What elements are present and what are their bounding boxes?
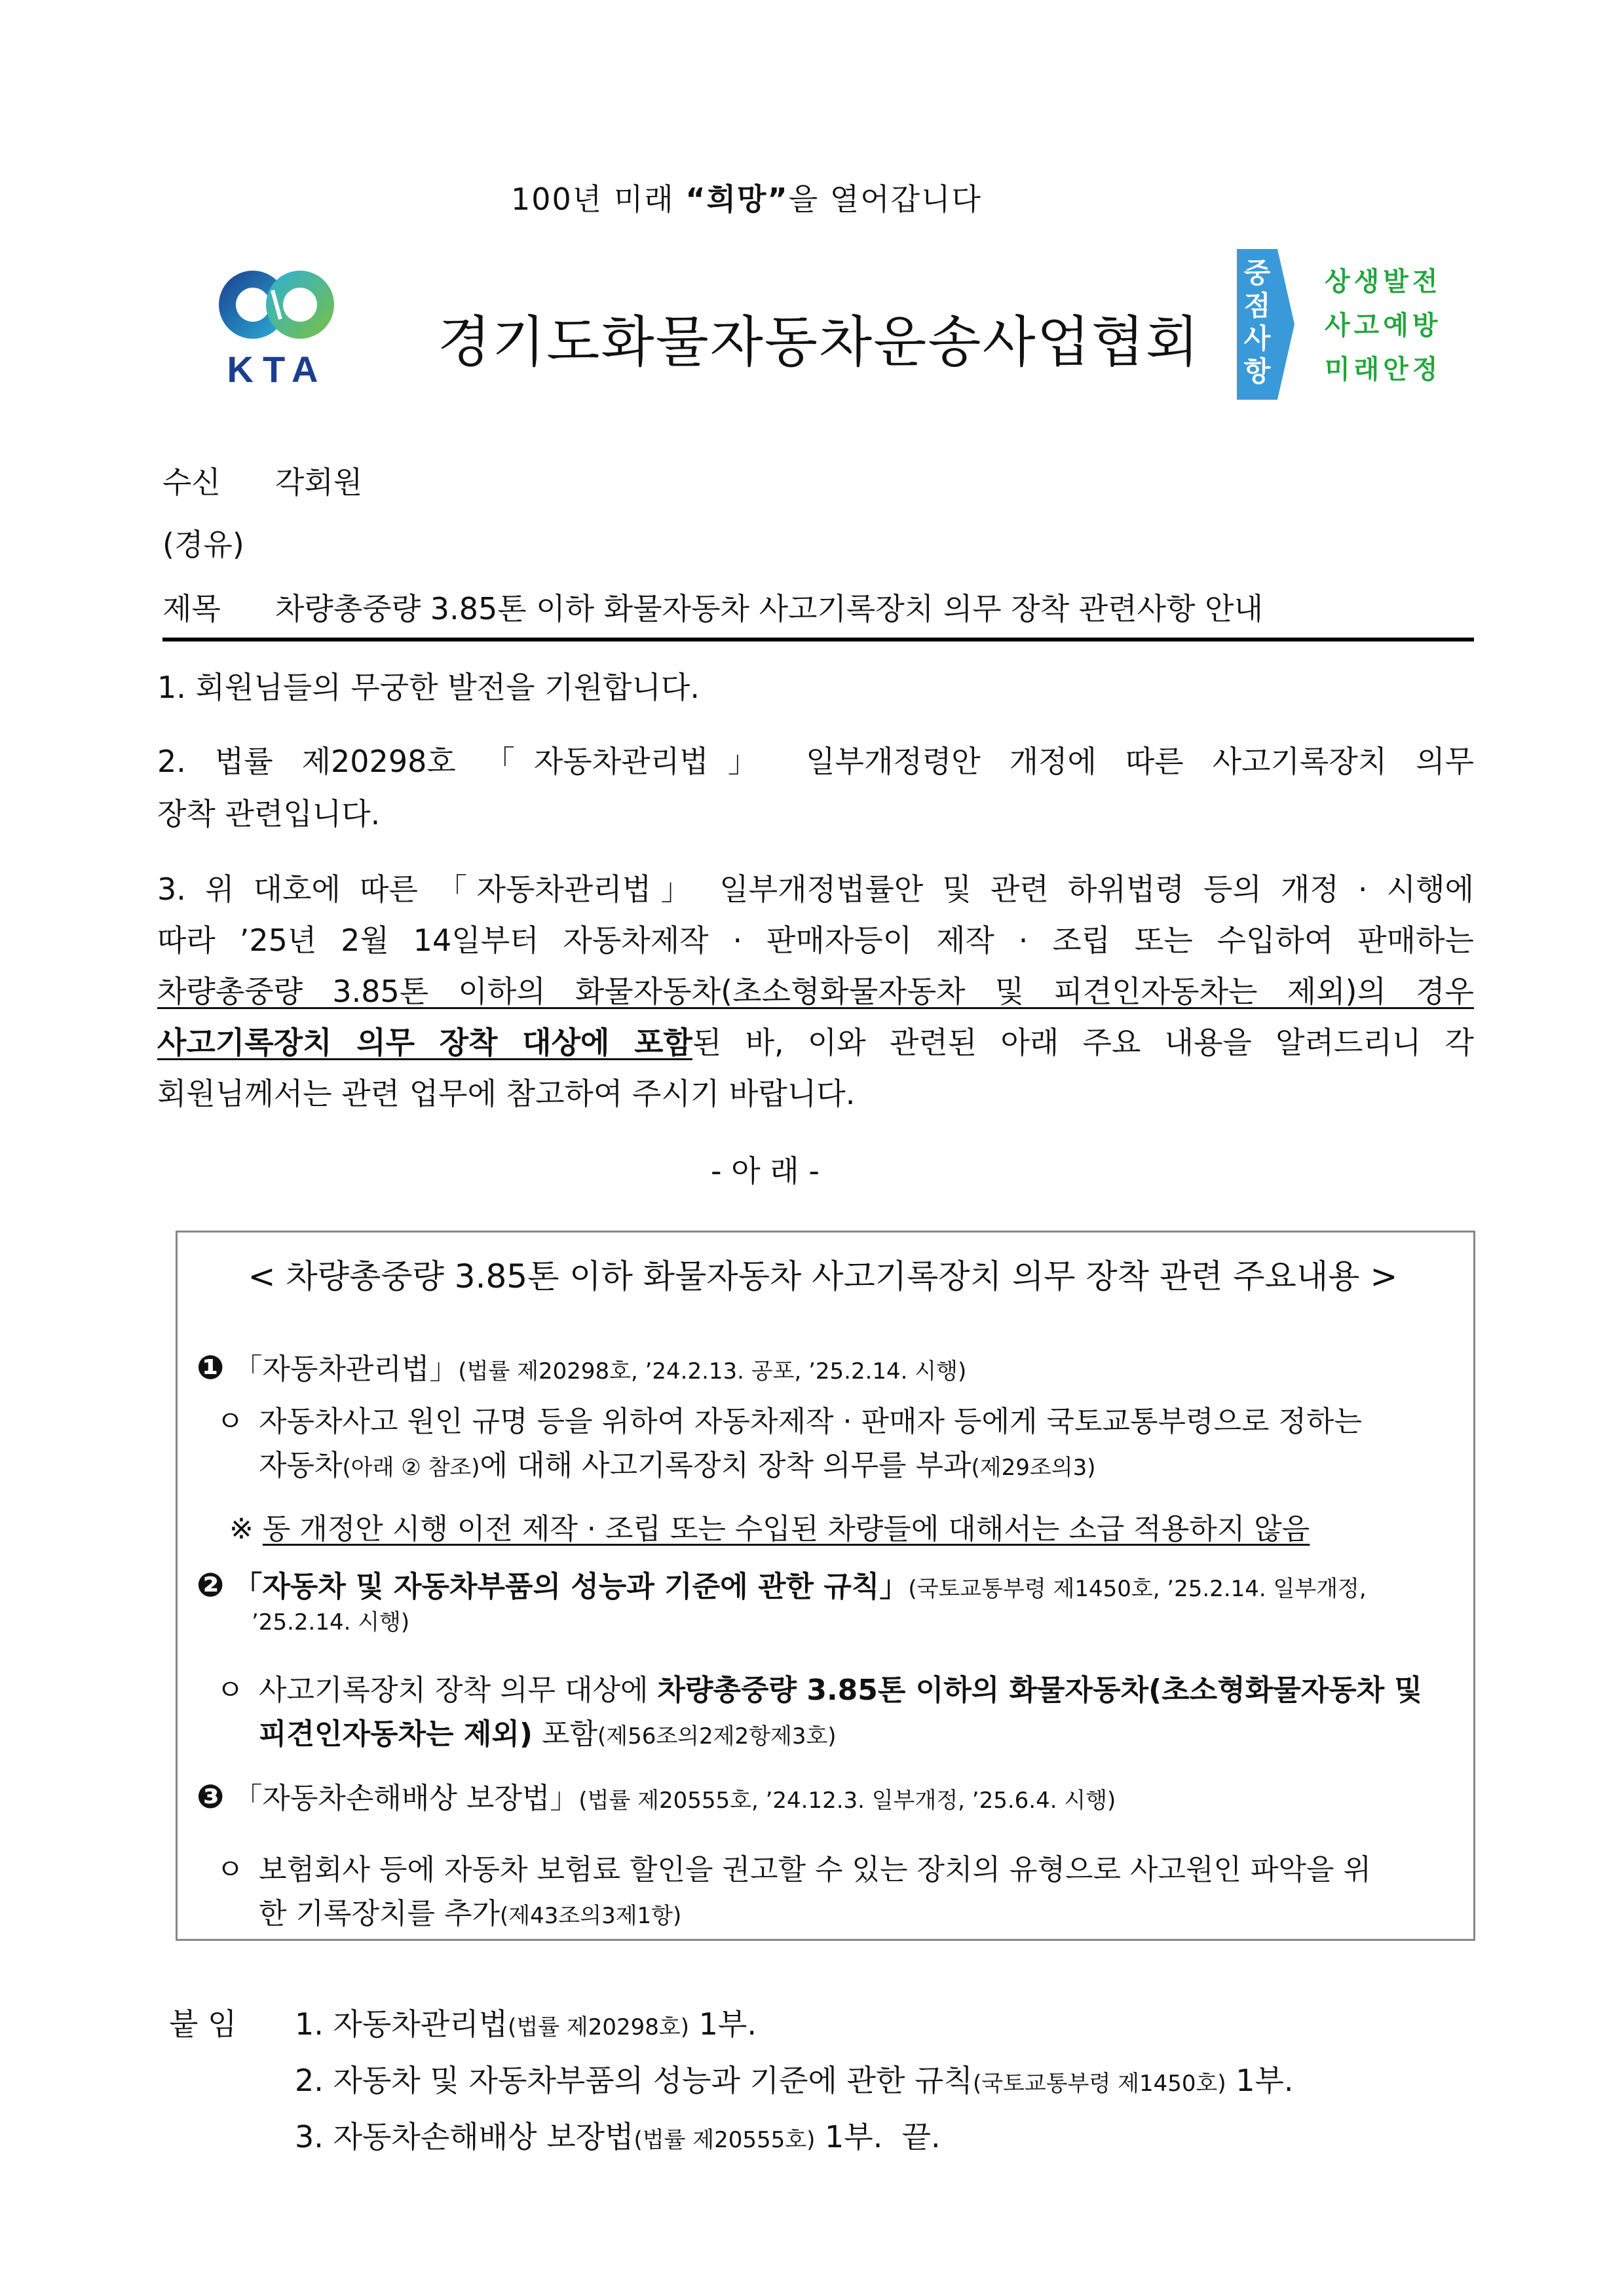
bullet: ㅇ [216,1853,244,1886]
text-part: 에 대해 사고기록장치 장착 의무를 부과 [480,1449,972,1482]
attachment-no: 3. [295,2119,324,2154]
article-reference: (제43조의3제1항) [500,1903,682,1929]
item-law: 「자동차관리법」 [233,1352,459,1386]
badge-char: 점 [1243,290,1271,322]
slogan-before: 100년 미래 [511,182,686,217]
item-law-info: (법률 제20555호, ’24.12.3. 일부개정, ’25.6.4. 시행) [578,1788,1116,1814]
attachment-qty: 1부. [1236,2063,1294,2098]
text-part: 자동차 [259,1449,343,1482]
article-reference: (제56조의2제2항제3호) [597,1723,837,1750]
attachments-label: 붙 임 [169,2006,237,2042]
attachment-name: 자동차손해배상 보장법 [333,2119,634,2154]
badge-char: 중 [1243,257,1271,289]
attachment-ref: (법률 제20555호) [633,2127,816,2153]
note-text: 동 개정안 시행 이전 제작 · 조립 또는 수입된 차량들에 대해서는 소급 적용하지 않음 [262,1512,1310,1546]
logo-text: KTA [227,349,328,390]
item-3-text: 보험회사 등에 자동차 보험료 할인을 권고할 수 있는 장치의 유형으로 사고원인 파악을 위 [259,1853,1371,1886]
text-part: 포함 [532,1717,597,1751]
recipient-label: 수신 [162,465,221,500]
item-law-info: (법률 제20298호, ’24.2.13. 공포, ’25.2.14. 시행) [458,1358,967,1385]
item-1-text: 자동차사고 원인 규명 등을 위하여 자동차제작 · 판매자 등에게 국토교통부령으로 정하는 [259,1405,1362,1438]
paragraph-3-line: 회원님께서는 관련 업무에 참고하여 주시기 바랍니다. [157,1076,856,1111]
reference-note: (아래 ② 참조) [342,1455,480,1481]
organization-name: 경기도화물자동차운송사업협회 [438,310,1201,374]
paragraph-3-line: 3. 위 대호에 따른 「자동차관리법」 일부개정법률안 및 관련 하위법령 등의 개정 · 시행에 [157,871,1474,907]
paragraph-1: 1. 회원님들의 무궁한 발전을 기원합니다. [157,670,700,705]
slogan-quote: “희망” [685,182,789,217]
item-law: 「자동차손해배상 보장법」 [233,1782,579,1815]
slogan-after: 을 열어갑니다 [788,182,982,217]
item-2-text [259,1666,1422,1708]
item-2-header [197,1563,1367,1605]
item-1-header [197,1345,966,1387]
item-marker: ❸ [197,1778,225,1816]
kta-logo [208,259,346,390]
focus-badge-label [1237,257,1277,388]
kta-logo-icon [208,259,346,390]
paragraph-3 [157,864,1474,1068]
attachment-item [295,2055,1294,2109]
item-2-text [259,1710,837,1752]
slogan [511,176,982,219]
recipient: 각회원 [275,465,363,500]
paragraph-3-line: 따라 ’25년 2월 14일부터 자동차제작 · 판매자등이 제작 · 조립 또는 수입하여 판매하는 [157,923,1474,958]
paragraph-3-line [157,1017,1474,1068]
paragraph-2 [157,736,1474,787]
subject: 차량총중량 3.85톤 이하 화물자동차 사고기록장치 의무 장착 관련사항 안내 [275,591,1264,626]
focus-item: 미래안정 [1325,354,1442,385]
focus-item: 상생발전 [1325,267,1442,297]
header-divider [162,638,1474,641]
item-1-note [229,1505,1310,1547]
item-3-header [197,1774,1116,1816]
item-law-info: (국토교통부령 제1450호, ’25.2.14. 일부개정, [908,1576,1367,1602]
item-3-text [259,1890,681,1932]
text-bold: 차량총중량 3.85톤 이하의 화물자동차(초소형화물자동차 및 [657,1674,1423,1707]
attachment-item [295,2111,941,2166]
paragraph-3-line-rest: 된 바, 이와 관련된 아래 주요 내용을 알려드리니 각 [692,1025,1474,1060]
attachment-name: 자동차 및 자동차부품의 성능과 기준에 관한 규칙 [333,2063,973,2098]
attachment-name: 자동차관리법 [333,2006,508,2042]
subject-label: 제목 [162,591,221,626]
box-title: < 차량총중량 3.85톤 이하 화물자동차 사고기록장치 의무 장착 관련 주요내용 > [248,1257,1398,1295]
item-law: 「자동차 및 자동차부품의 성능과 기준에 관한 규칙」 [233,1570,909,1603]
bullet: ㅇ [216,1674,244,1707]
item-marker: ❷ [197,1566,225,1604]
badge-char: 사 [1243,322,1271,354]
article-reference: (제29조의3) [971,1455,1096,1481]
highlight-phrase: 사고기록장치 의무 장착 대상에 포함 [157,1025,692,1060]
end-mark: 끝. [901,2119,941,2154]
section-divider: - 아 래 - [711,1153,820,1189]
bullet: ㅇ [216,1405,244,1438]
text-part: 사고기록장치 장착 의무 대상에 [259,1674,658,1707]
item-marker: ❶ [197,1349,225,1387]
paragraph-2-line: 장착 관련입니다. [157,796,381,832]
attachment-ref: (법률 제20298호) [508,2014,690,2040]
attachment-qty: 1부. [825,2119,883,2154]
attachment-no: 2. [295,2063,324,2098]
attachment-no: 1. [295,2006,324,2042]
text-bold: 피견인자동차는 제외) [259,1717,533,1751]
attachment-item [295,1999,757,2053]
badge-char: 항 [1243,355,1271,387]
via: (경유) [162,527,244,562]
attachment-qty: 1부. [698,2006,757,2042]
paragraph-3-line-underlined: 차량총중량 3.85톤 이하의 화물자동차(초소형화물자동차 및 피견인자동차는 제외)의 경우 [157,974,1474,1009]
attachment-ref: (국토교통부령 제1450호) [972,2071,1226,2097]
item-1-text [259,1442,1096,1483]
text-part: 한 기록장치를 추가 [259,1897,500,1930]
focus-item: 사고예방 [1325,311,1442,341]
paragraph-2-line: 2. 법률 제20298호 「자동차관리법」 일부개정령안 개정에 따른 사고기록장치 의무 [157,744,1474,779]
item-law-info: ’25.2.14. 시행) [252,1609,410,1636]
note-mark: ※ [229,1512,254,1546]
